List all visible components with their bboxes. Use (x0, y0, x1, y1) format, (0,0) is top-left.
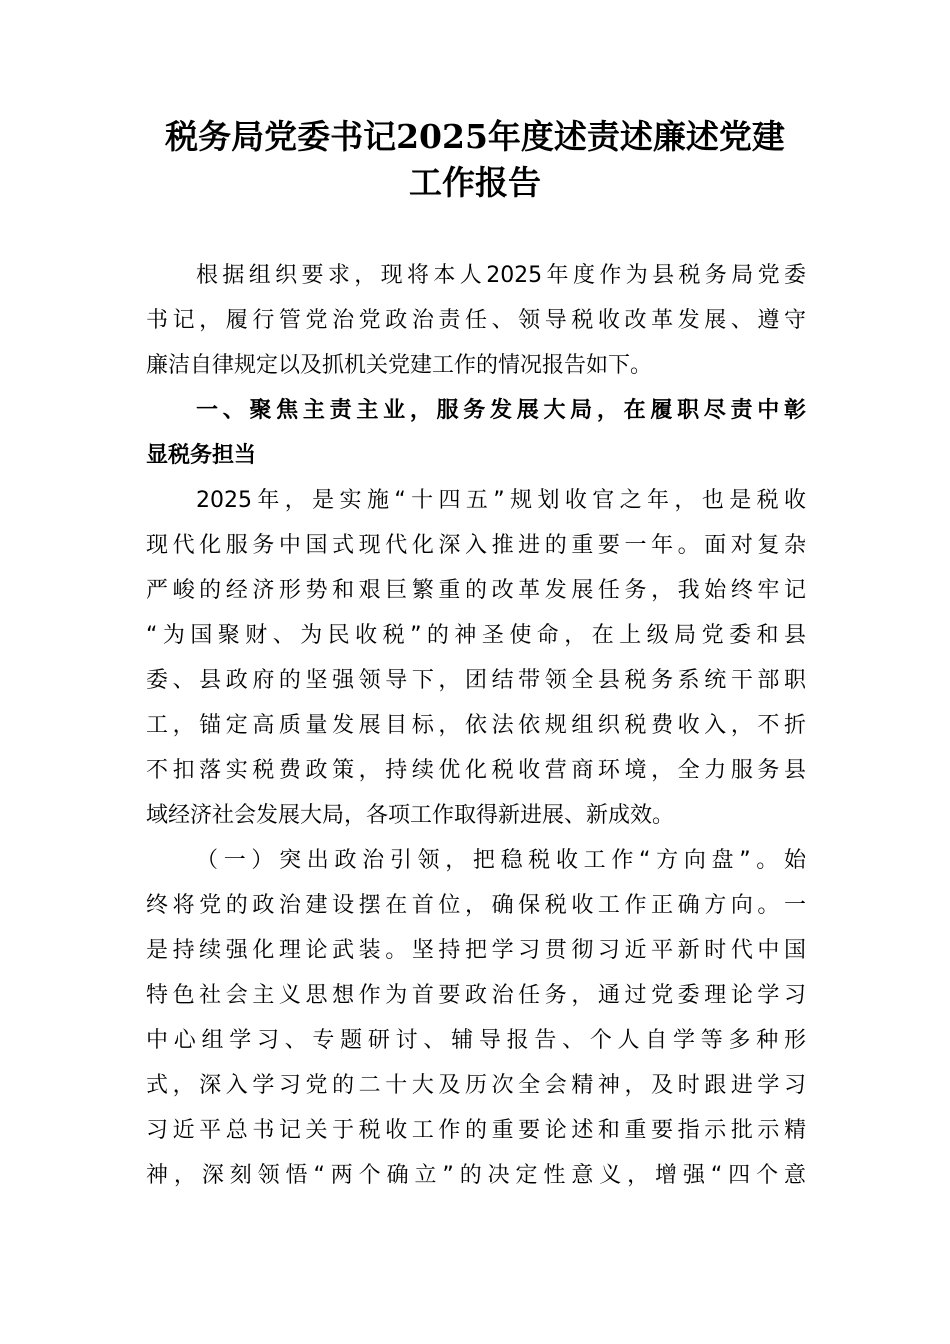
text-line: 现代化服务中国式现代化深入推进的重要一年。面对复杂 (146, 533, 806, 558)
text-line: 不扣落实税费政策，持续优化税收营商环境，全力服务县 (146, 758, 806, 783)
text-line: 工，锚定高质量发展目标，依法依规组织税费收入，不折 (146, 713, 806, 738)
paragraph-overview (146, 478, 806, 838)
heading-line: 显税务担当 (146, 443, 257, 468)
text-line: 中心组学习、专题研讨、辅导报告、个人自学等多种形 (146, 1028, 806, 1053)
text-line: 2025年，是实施“十四五”规划收官之年，也是税收 (196, 488, 806, 513)
text-line: 神，深刻领悟“两个确立”的决定性意义，增强“四个意 (146, 1163, 806, 1188)
text-line: 是持续强化理论武装。坚持把学习贯彻习近平新时代中国 (146, 938, 806, 963)
paragraph-political-guidance (146, 838, 806, 1198)
document-title (140, 114, 810, 206)
text-line: 域经济社会发展大局，各项工作取得新进展、新成效。 (146, 803, 675, 828)
section-heading-1 (146, 388, 806, 478)
text-line: 严峻的经济形势和艰巨繁重的改革发展任务，我始终牢记 (146, 578, 806, 603)
text-line: 终将党的政治建设摆在首位，确保税收工作正确方向。一 (146, 893, 806, 918)
text-line: 委、县政府的坚强领导下，团结带领全县税务系统干部职 (146, 668, 806, 693)
text-line: （一）突出政治引领，把稳税收工作“方向盘”。始 (196, 848, 806, 873)
paragraph-intro (146, 253, 806, 388)
text-line: 特色社会主义思想作为首要政治任务，通过党委理论学习 (146, 983, 806, 1008)
text-line: 书记，履行管党治党政治责任、领导税收改革发展、遵守 (146, 308, 806, 333)
text-line: 根据组织要求，现将本人2025年度作为县税务局党委 (196, 263, 806, 288)
title-line-1: 税务局党委书记2025年度述责述廉述党建 (165, 117, 785, 156)
title-line-2: 工作报告 (409, 163, 541, 202)
heading-line: 一、聚焦主责主业，服务发展大局，在履职尽责中彰 (196, 398, 806, 423)
text-line: “为国聚财、为民收税”的神圣使命，在上级局党委和县 (146, 623, 806, 648)
text-line: 习近平总书记关于税收工作的重要论述和重要指示批示精 (146, 1118, 806, 1143)
text-line: 式，深入学习党的二十大及历次全会精神，及时跟进学习 (146, 1073, 806, 1098)
text-line: 廉洁自律规定以及抓机关党建工作的情况报告如下。 (146, 353, 653, 378)
document-body (146, 253, 806, 1198)
